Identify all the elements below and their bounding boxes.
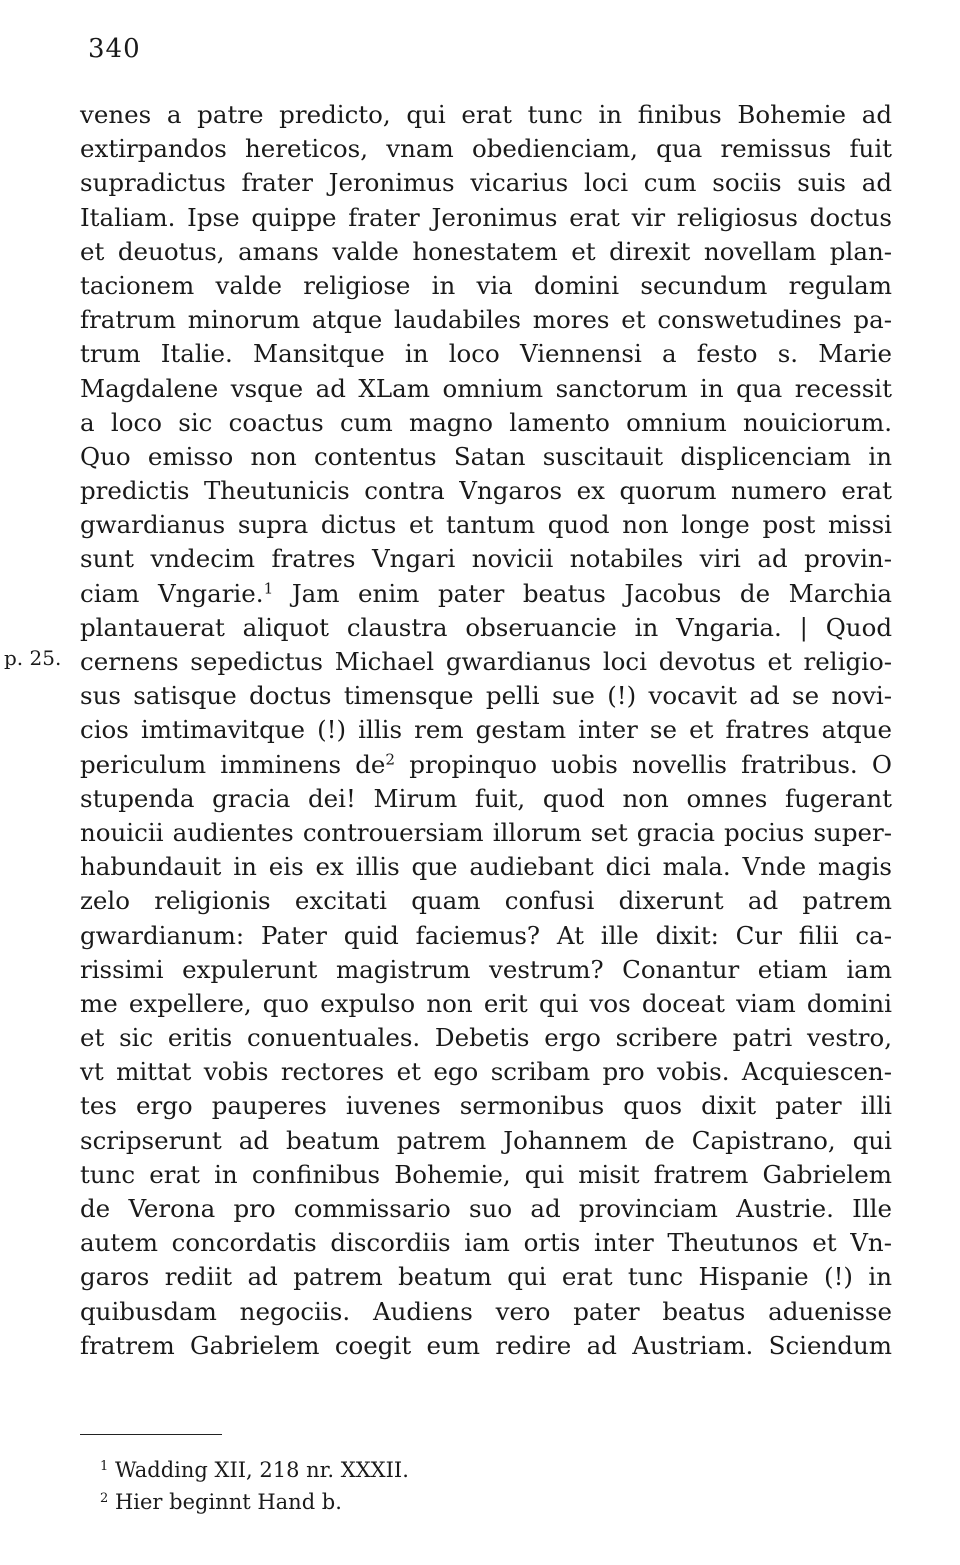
text-line: gwardianus supra dictus et tantum quod non longe post missi — [80, 510, 892, 540]
footnote-reference-1: 1 — [263, 579, 274, 598]
text-line: zelo religionis excitati quam confusi dixerunt ad patrem — [80, 886, 892, 916]
text-segment: propinquo uobis novellis fratribus. O — [409, 749, 892, 779]
text-line: sunt vndecim fratres Vngari novicii notabiles viri ad provin- — [80, 544, 892, 574]
text-line: me expellere, quo expulso non erit qui vos doceat viam domini — [80, 988, 892, 1018]
text-segment: periculum imminens de — [80, 749, 386, 779]
footnote-1 — [100, 1454, 409, 1486]
text-line: a loco sic coactus cum magno lamento omnium nouiciorum. — [80, 407, 892, 437]
text-line: scripserunt ad beatum patrem Johannem de Capistrano, qui — [80, 1125, 892, 1155]
text-line: tes ergo pauperes iuvenes sermonibus quos dixit pater illi — [80, 1091, 892, 1121]
text-line: fratrem Gabrielem coegit eum redire ad Austriam. Sciendum — [80, 1330, 892, 1360]
text-line: de Verona pro commissario suo ad provinciam Austrie. Ille — [80, 1194, 892, 1223]
footnote-text: Hier beginnt Hand b. — [114, 1490, 342, 1514]
text-line: et sic eritis conuentuales. Debetis ergo scribere patri vestro, — [80, 1023, 892, 1053]
text-line: cernens sepedictus Michael gwardianus loci devotus et religio- — [80, 647, 892, 676]
text-line: rissimi expulerunt magistrum vestrum? Conantur etiam iam — [80, 954, 892, 984]
text-line: extirpandos hereticos, vnam obedienciam, qua remissus fuit — [80, 134, 892, 164]
text-line: trum Italie. Mansitque in loco Viennensi a festo s. Marie — [80, 339, 892, 369]
footnote-2 — [100, 1486, 409, 1518]
footnote-reference-2: 2 — [385, 750, 396, 769]
text-line: stupenda gracia dei! Mirum fuit, quod non omnes fugerant — [80, 783, 892, 813]
text-line: Italiam. Ipse quippe frater Jeronimus erat vir religiosus doctus — [80, 202, 892, 232]
text-line: cios imtimavitque (!) illis rem gestam inter se et fratres atque — [80, 715, 892, 745]
text-line: tacionem valde religiose in via domini secundum regulam — [80, 270, 892, 300]
text-line: garos rediit ad patrem beatum qui erat tunc Hispanie (!) in — [80, 1262, 892, 1292]
text-line: supradictus frater Jeronimus vicarius loci cum sociis suis ad — [80, 168, 892, 198]
text-line: Quo emisso non contentus Satan suscitauit displicenciam in — [80, 441, 892, 471]
text-line: quibusdam negociis. Audiens vero pater beatus aduenisse — [80, 1296, 892, 1326]
text-line: et deuotus, amans valde honestatem et direxit novellam plan- — [80, 236, 892, 266]
footnote-text: Wadding XII, 218 nr. XXXII. — [114, 1458, 409, 1482]
footnote-mark: 1 — [100, 1458, 109, 1474]
text-segment: Jam enim pater beatus Jacobus de Marchia — [291, 578, 893, 608]
footnotes — [100, 1454, 409, 1518]
text-line: gwardianum: Pater quid faciemus? At ille dixit: Cur filii ca- — [80, 920, 892, 950]
text-line: fratrum minorum atque laudabiles mores et conswetudines pa- — [80, 305, 892, 335]
page-number: 340 — [88, 34, 141, 64]
text-line: nouicii audientes controuersiam illorum set gracia pocius super- — [80, 817, 892, 847]
text-line: tunc erat in confinibus Bohemie, qui misit fratrem Gabrielem — [80, 1159, 892, 1189]
text-line — [80, 577, 892, 611]
text-line: sus satisque doctus timensque pelli sue (!) vocavit ad se novi- — [80, 681, 892, 711]
text-line — [80, 748, 892, 782]
text-line: vt mittat vobis rectores et ego scribam pro vobis. Acquiescen- — [80, 1057, 892, 1087]
text-line: predictis Theutunicis contra Vngaros ex quorum numero erat — [80, 476, 892, 506]
footnote-mark: 2 — [100, 1490, 109, 1506]
margin-page-reference: p. 25. — [4, 646, 62, 670]
footnote-divider — [80, 1434, 222, 1435]
text-line: Magdalene vsque ad XLam omnium sanctorum in qua recessit — [80, 373, 892, 403]
text-segment: ciam Vngarie. — [80, 578, 264, 608]
text-line: plantauerat aliquot claustra obseruancie in Vngaria. | Quod — [80, 612, 892, 642]
body-text — [80, 98, 892, 1363]
text-line: habundauit in eis ex illis que audiebant dici mala. Vnde magis — [80, 852, 892, 882]
text-line: venes a patre predicto, qui erat tunc in finibus Bohemie ad — [80, 100, 892, 129]
text-line: autem concordatis discordiis iam ortis inter Theutunos et Vn- — [80, 1228, 892, 1258]
